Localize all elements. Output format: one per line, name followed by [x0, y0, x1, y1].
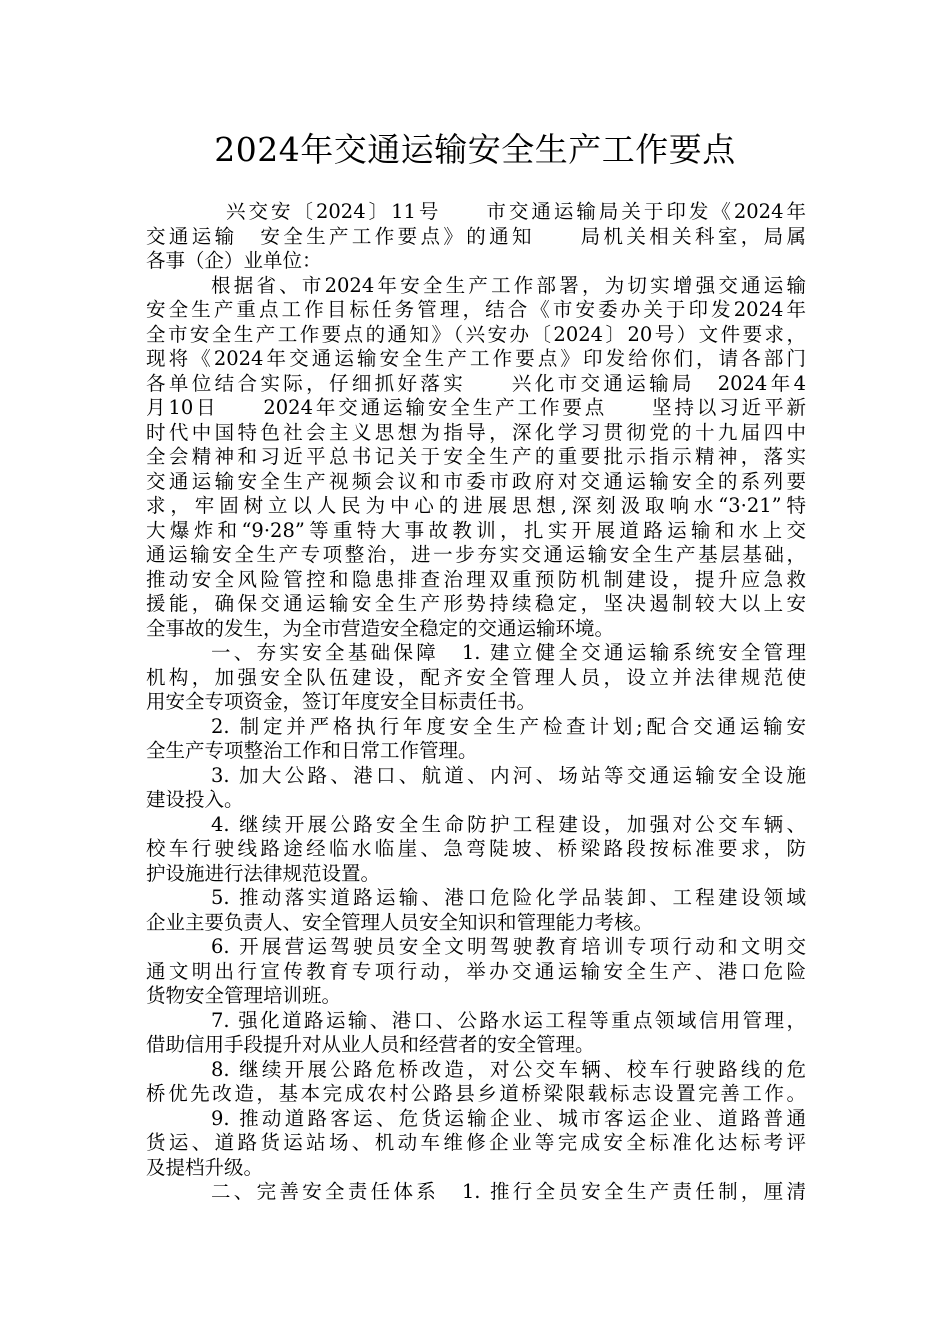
text-line: 各事（企）业单位： [146, 249, 322, 272]
text-line: 全市安全生产工作要点的通知》（兴安办〔2024〕20号）文件要求， [146, 322, 806, 346]
text-line: 及提档升级。 [146, 1155, 264, 1179]
text-line: 3. 加大公路、港口、航道、内河、场站等交通运输安全设施 [211, 763, 806, 787]
text-line: 7. 强化道路运输、港口、公路水运工程等重点领域信用管理， [211, 1008, 806, 1032]
text-line: 根据省、市2024年安全生产工作部署，为切实增强交通运输 [211, 273, 806, 297]
text-line: 4. 继续开展公路安全生命防护工程建设，加强对公交车辆、 [211, 812, 806, 836]
text-line: 用安全专项资金，签订年度安全目标责任书。 [146, 690, 537, 713]
text-line: 一、夯实安全基础保障 1. 建立健全交通运输系统安全管理 [211, 641, 806, 664]
text-line: 6. 开展营运驾驶员安全文明驾驶教育培训专项行动和文明交 [211, 935, 806, 958]
text-line: 5. 推动落实道路运输、港口危险化学品装卸、工程建设领域 [211, 886, 806, 909]
text-line: 8. 继续开展公路危桥改造，对公交车辆、校车行驶路线的危 [211, 1057, 806, 1081]
text-line: 全会精神和习近平总书记关于安全生产的重要批示指示精神，落实 [146, 445, 806, 468]
text-line: 全事故的发生，为全市营造安全稳定的交通运输环境。 [146, 616, 615, 640]
text-line: 2. 制定并严格执行年度安全生产检查计划;配合交通运输安 [211, 714, 806, 738]
text-line: 月10日 2024年交通运输安全生产工作要点 坚持以习近平新 [146, 396, 806, 419]
text-line: 求，牢固树立以人民为中心的进展思想,深刻汲取响水“3·21”特 [146, 494, 806, 517]
text-line: 9. 推动道路客运、危货运输企业、城市客运企业、道路普通 [211, 1106, 806, 1130]
document-title: 2024年交通运输安全生产工作要点 [214, 130, 736, 169]
text-line: 机构，加强安全队伍建设，配齐安全管理人员，设立并法律规范使 [146, 665, 806, 689]
text-line: 各单位结合实际，仔细抓好落实 兴化市交通运输局 2024年4 [146, 371, 806, 395]
text-line: 大爆炸和“9·28”等重特大事故教训，扎实开展道路运输和水上交 [146, 518, 806, 542]
text-line: 桥优先改造，基本完成农村公路县乡道桥梁限载标志设置完善工作。 [146, 1082, 806, 1105]
text-line: 通文明出行宣传教育专项行动，举办交通运输安全生产、港口危险 [146, 959, 806, 983]
text-line: 通运输安全生产专项整治，进一步夯实交通运输安全生产基层基础， [146, 543, 806, 566]
text-line: 货运、道路货运站场、机动车维修企业等完成安全标准化达标考评 [146, 1131, 806, 1154]
text-line: 时代中国特色社会主义思想为指导，深化学习贯彻党的十九届四中 [146, 420, 806, 444]
document-body [146, 200, 806, 1205]
text-line: 建设投入。 [146, 788, 244, 811]
text-line: 护设施进行法律规范设置。 [146, 861, 381, 885]
text-line: 交通运输 安全生产工作要点》的通知 局机关相关科室，局属 [146, 224, 806, 248]
text-line: 安全生产重点工作目标任务管理，结合《市安委办关于印发2024年 [146, 298, 806, 321]
text-line: 校车行驶线路途经临水临崖、急弯陡坡、桥梁路段按标准要求，防 [146, 837, 806, 860]
text-line: 全生产专项整治工作和日常工作管理。 [146, 739, 478, 762]
text-line: 二、完善安全责任体系 1. 推行全员安全生产责任制，厘清 [211, 1180, 806, 1203]
text-line: 兴交安〔2024〕11号 市交通运输局关于印发《2024年 [226, 200, 806, 223]
text-line: 推动安全风险管控和隐患排查治理双重预防机制建设，提升应急救 [146, 567, 806, 591]
text-line: 援能，确保交通运输安全生产形势持续稳定，坚决遏制较大以上安 [146, 592, 806, 615]
text-line: 交通运输安全生产视频会议和市委市政府对交通运输安全的系列要 [146, 469, 806, 493]
text-line: 借助信用手段提升对从业人员和经营者的安全管理。 [146, 1033, 595, 1056]
text-line: 货物安全管理培训班。 [146, 984, 342, 1007]
text-line: 现将《2024年交通运输安全生产工作要点》印发给你们，请各部门 [146, 347, 806, 370]
text-line: 企业主要负责人、安全管理人员安全知识和管理能力考核。 [146, 910, 654, 934]
